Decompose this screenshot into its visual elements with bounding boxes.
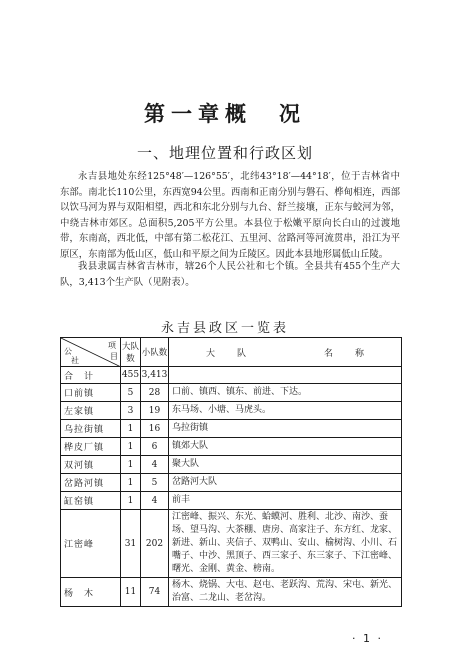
row-name: 杨 木: [61, 578, 121, 607]
row-brigades: 江密峰、振兴、东光、蛤蟆河、胜利、北沙、南沙、蚕场、望马沟、大茶棚、唐房、高家注子、东方红、龙家、新进、新山、夹信子、双鸭山、安山、榆树沟、小川、石嘴子、中沙、黑顶子、西三家子、东三家子、下江密峰、曙光、金刚、黄金、榜南。: [169, 510, 402, 578]
header-label-she: 社: [71, 356, 79, 365]
row-dadui: 1: [121, 420, 141, 438]
paragraph-geography: 永吉县地处东经125°48′—126°55′，北纬43°18′—44°18′，位于吉林省中东部。南北长110公里，东西宽94公里。西南和正南分别与磐石、桦甸相连，西部以饮马河为界与双阳相望，西北和东北分别与九台、舒兰接壤，正东与蛟河为邻，中绕吉林市郊区。总面积5,205平方公里。本县位于松嫩平原向长白山的过渡地带，东南高，西北低，中部有第二松花江、五里河、岔路河等河流贯串，沿江为平原区，东南部为低山区，低山和平原之间为丘陵区。因此本县地形属低山丘陵。: [60, 171, 400, 260]
row-xiaodui: 6: [141, 438, 169, 456]
table-row: [61, 492, 402, 510]
row-xiaodui: 202: [141, 510, 169, 578]
table-row: [61, 384, 402, 402]
row-brigades: [169, 367, 402, 384]
table-row: [61, 510, 402, 578]
diagonal-header-cell: [61, 338, 121, 367]
row-brigades: 东马场、小塘、马虎头。: [169, 402, 402, 420]
header-label-gong: 公: [64, 347, 72, 356]
row-brigades: 口前、镇西、镇东、前进、下达。: [169, 384, 402, 402]
row-name: 岔路河镇: [61, 474, 121, 492]
row-brigades: 乌拉街镇: [169, 420, 402, 438]
row-xiaodui: 74: [141, 578, 169, 607]
header-label-item: 项: [108, 341, 116, 350]
page-number: · 1 ·: [352, 632, 383, 645]
row-brigades: 聚大队: [169, 456, 402, 474]
row-xiaodui: 4: [141, 456, 169, 474]
row-brigades: 前丰: [169, 492, 402, 510]
row-name: 口前镇: [61, 384, 121, 402]
row-name: 缸窑镇: [61, 492, 121, 510]
row-name: 乌拉街镇: [61, 420, 121, 438]
row-name: 左家镇: [61, 402, 121, 420]
row-brigades: 岔路河大队: [169, 474, 402, 492]
row-xiaodui: 4: [141, 492, 169, 510]
row-dadui: 1: [121, 474, 141, 492]
header-xiaodui-count: 小队数: [141, 338, 169, 367]
header-dadui-count: 大队数: [121, 338, 141, 367]
table-row: [61, 578, 402, 607]
row-brigades: 杨木、烧锅、大屯、赵屯、老跃沟、荒沟、宋屯、新光、治富、二龙山、老岔沟。: [169, 578, 402, 607]
table-row: [61, 420, 402, 438]
row-name: 合 计: [61, 367, 121, 384]
row-xiaodui: 19: [141, 402, 169, 420]
table-row: [61, 474, 402, 492]
row-name: 江密峰: [61, 510, 121, 578]
row-dadui: 1: [121, 438, 141, 456]
table-row: [61, 438, 402, 456]
row-xiaodui: 3,413: [141, 367, 169, 384]
table-row: [61, 456, 402, 474]
row-xiaodui: 16: [141, 420, 169, 438]
table-row: [61, 402, 402, 420]
row-brigades: 镇郊大队: [169, 438, 402, 456]
header-label-mu: 目: [110, 352, 118, 361]
row-dadui: 31: [121, 510, 141, 578]
row-dadui: 5: [121, 384, 141, 402]
table-title: 永吉县政区一览表: [160, 321, 289, 336]
table-header-row: [61, 338, 402, 367]
chapter-title: 第一章概 况: [144, 102, 306, 126]
row-name: 双河镇: [61, 456, 121, 474]
row-dadui: 455: [121, 367, 141, 384]
row-dadui: 11: [121, 578, 141, 607]
section-title: 一、地理位置和行政区划: [136, 144, 313, 162]
table-row-total: [61, 367, 402, 384]
admin-division-table: [60, 337, 402, 607]
paragraph-administration: 我县隶属吉林省吉林市，辖26个人民公社和七个镇。全县共有455个生产大队，3,413个生产队（见附表）。: [60, 261, 400, 288]
header-brigade-names: 大 队 名 称: [169, 338, 402, 367]
row-dadui: 1: [121, 492, 141, 510]
row-dadui: 1: [121, 456, 141, 474]
row-xiaodui: 5: [141, 474, 169, 492]
row-xiaodui: 28: [141, 384, 169, 402]
row-dadui: 3: [121, 402, 141, 420]
row-name: 桦皮厂镇: [61, 438, 121, 456]
